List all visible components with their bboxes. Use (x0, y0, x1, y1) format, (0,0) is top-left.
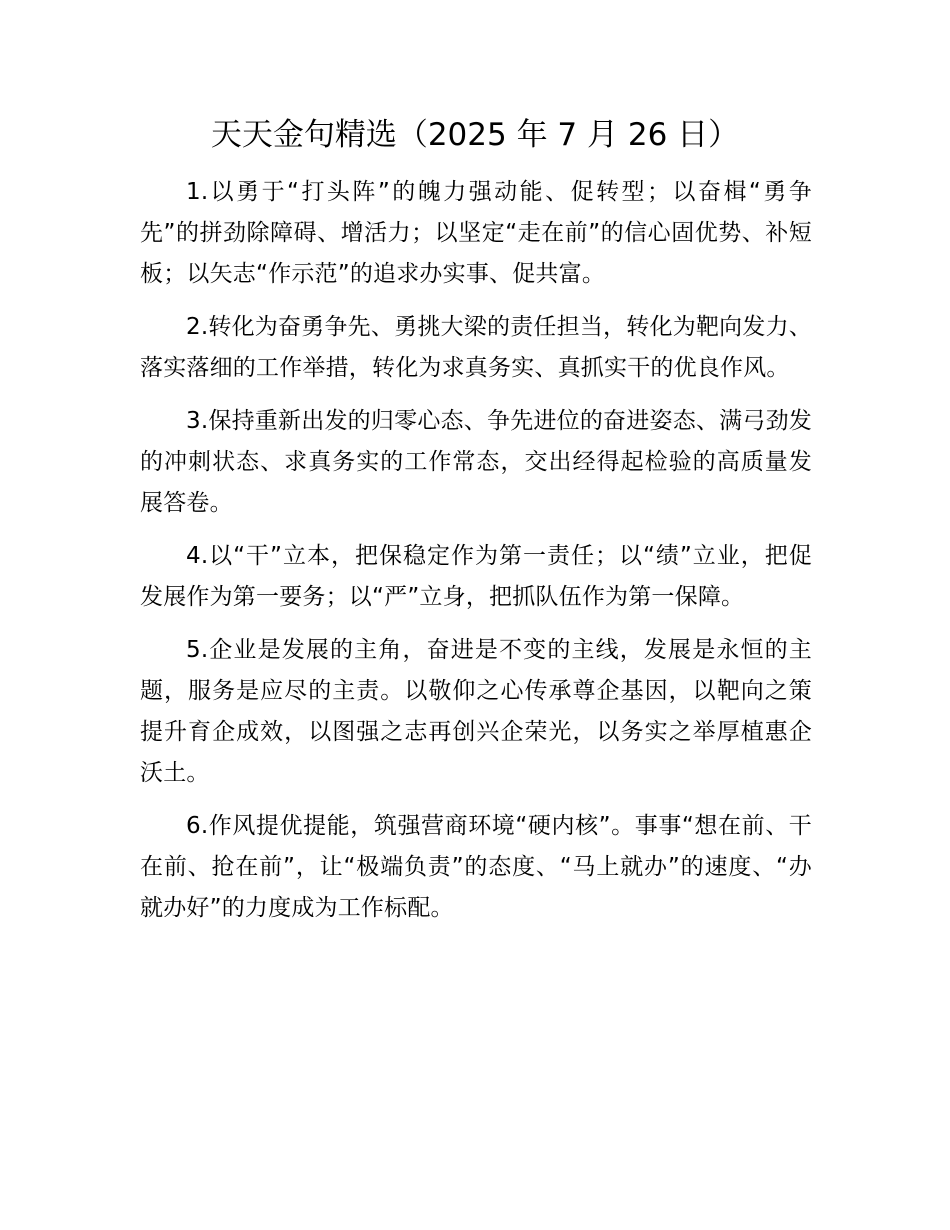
document-title: 天天金句精选（2025 年 7 月 26 日） (210, 117, 740, 153)
paragraph-4: 4.以“干”立本，把保稳定作为第一责任；以“绩”立业，把促发展作为第一要务；以“严”立身，把抓队伍作为第一保障。 (140, 543, 812, 610)
paragraph-2: 2.转化为奋勇争先、勇挑大梁的责任担当，转化为靶向发力、落实落细的工作举措，转化为求真务实、真抓实干的优良作风。 (140, 314, 812, 381)
paragraph-1: 1.以勇于“打头阵”的魄力强动能、促转型；以奋楫“勇争先”的拼劲除障碍、增活力；以坚定“走在前”的信心固优势、补短板；以矢志“作示范”的追求办实事、促共富。 (140, 179, 812, 287)
paragraph-6: 6.作风提优提能，筑强营商环境“硬内核”。事事“想在前、干在前、抢在前”，让“极端负责”的态度、“马上就办”的速度、“办就办好”的力度成为工作标配。 (140, 813, 812, 921)
paragraph-3: 3.保持重新出发的归零心态、争先进位的奋进姿态、满弓劲发的冲刺状态、求真务实的工作常态，交出经得起检验的高质量发展答卷。 (140, 408, 812, 516)
document-body (140, 172, 812, 941)
paragraph-5: 5.企业是发展的主角，奋进是不变的主线，发展是永恒的主题，服务是应尽的主责。以敬仰之心传承尊企基因，以靶向之策提升育企成效，以图强之志再创兴企荣光，以务实之举厚植惠企沃土。 (140, 637, 812, 786)
